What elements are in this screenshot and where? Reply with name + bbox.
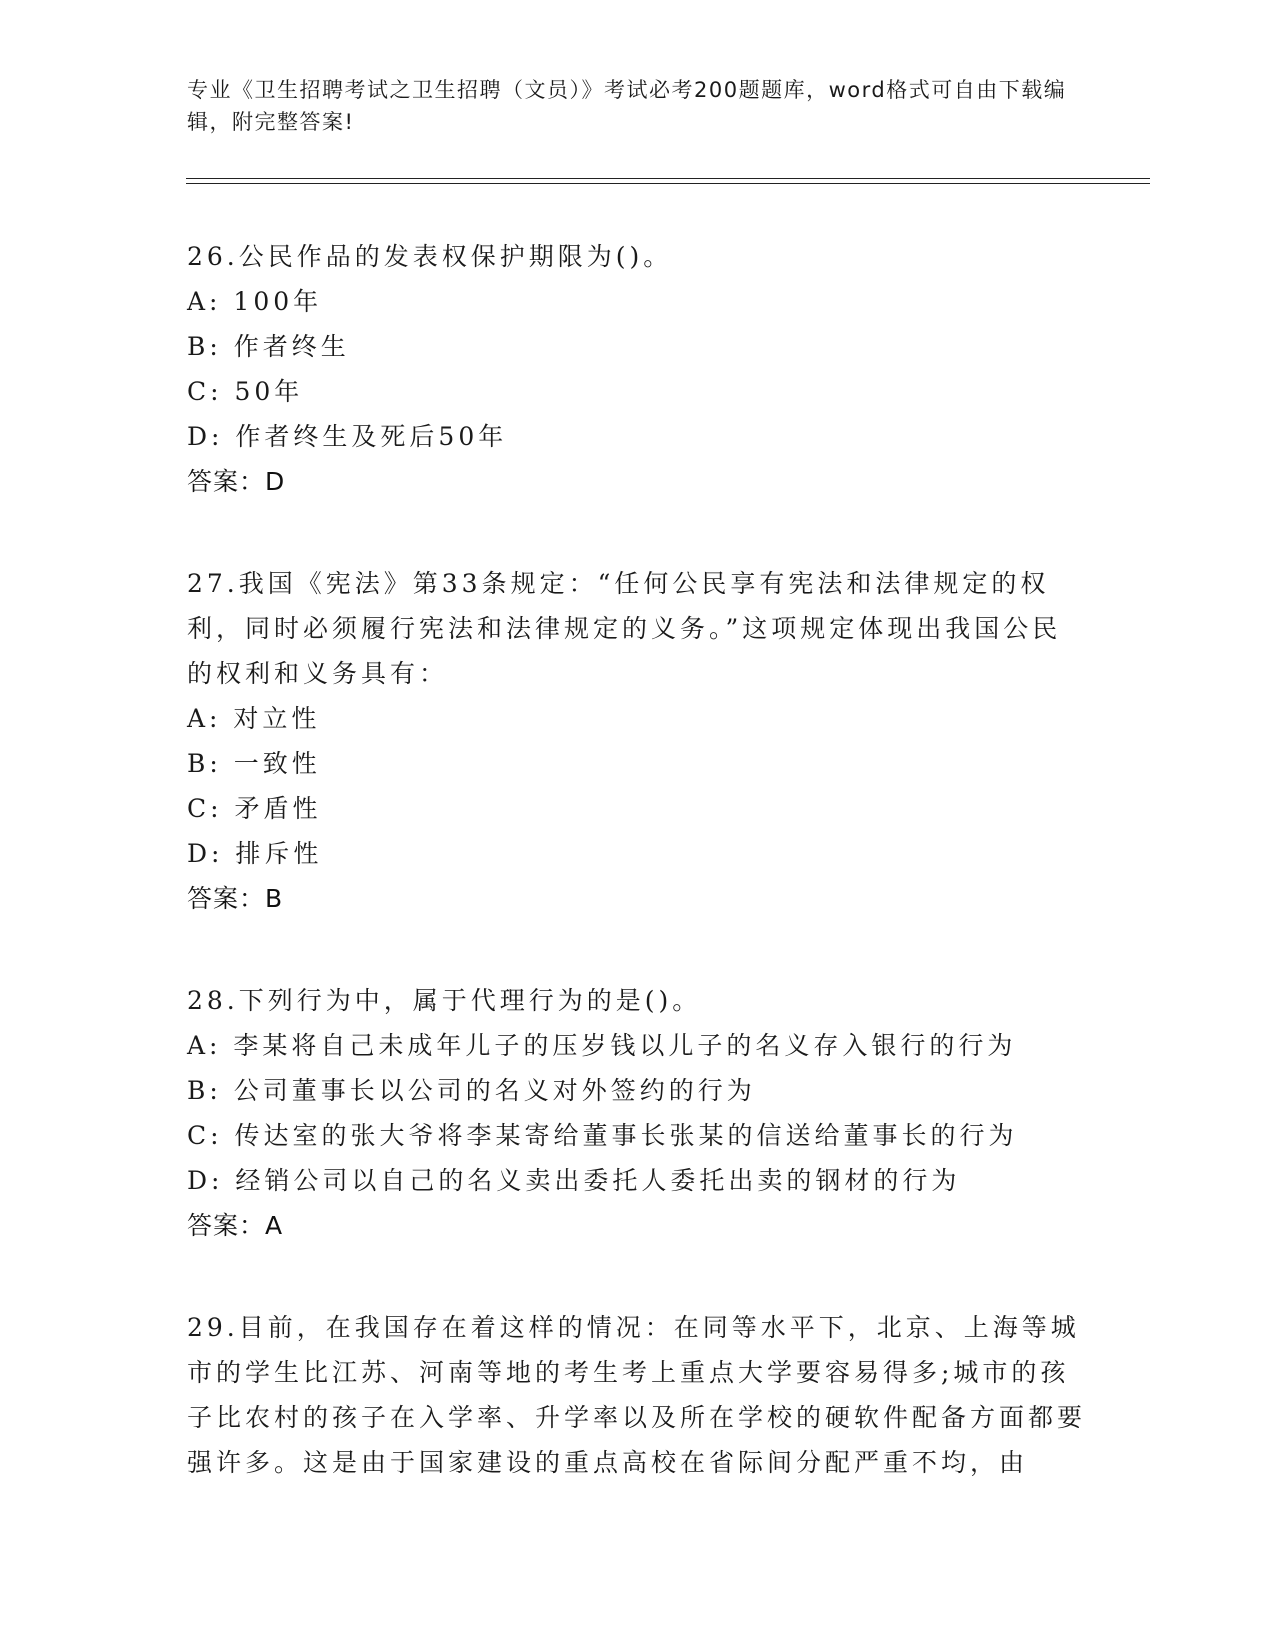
question-stem: 26.公民作品的发表权保护期限为()。 bbox=[187, 242, 673, 271]
option-b: B: 作者终生 bbox=[187, 332, 350, 361]
question-stem: 29.目前，在我国存在着这样的情况：在同等水平下，北京、上海等城市的学生比江苏、河南等地的考生考上重点大学要容易得多;城市的孩子比农村的孩子在入学率、升学率以及所在学校的硬软件配备方面都要强许多。这是由于国家建设的重点高校在省际间分配严重不均，由 bbox=[187, 1313, 1087, 1477]
question-27 bbox=[187, 561, 1087, 921]
question-29 bbox=[187, 1305, 1087, 1485]
question-list bbox=[187, 234, 1087, 1542]
option-c: C: 50年 bbox=[187, 377, 304, 406]
option-a: A: 李某将自己未成年儿子的压岁钱以儿子的名义存入银行的行为 bbox=[187, 1031, 1017, 1060]
header-rule-top bbox=[186, 178, 1150, 179]
question-26 bbox=[187, 234, 1087, 504]
answer-line: 答案：A bbox=[187, 1211, 284, 1240]
option-a: A: 100年 bbox=[187, 287, 323, 316]
option-a: A: 对立性 bbox=[187, 704, 321, 733]
option-d: D: 排斥性 bbox=[187, 839, 323, 868]
document-header: 专业《卫生招聘考试之卫生招聘（文员）》考试必考200题题库，word格式可自由下载编辑，附完整答案! bbox=[187, 78, 1067, 134]
answer-line: 答案：B bbox=[187, 884, 284, 913]
option-d: D: 作者终生及死后50年 bbox=[187, 422, 508, 451]
header-rule-bottom bbox=[186, 183, 1150, 184]
answer-line: 答案：D bbox=[187, 467, 286, 496]
question-28 bbox=[187, 978, 1087, 1248]
option-c: C: 传达室的张大爷将李某寄给董事长张某的信送给董事长的行为 bbox=[187, 1121, 1018, 1150]
question-stem: 28.下列行为中，属于代理行为的是()。 bbox=[187, 986, 702, 1015]
option-d: D: 经销公司以自己的名义卖出委托人委托出卖的钢材的行为 bbox=[187, 1166, 961, 1195]
option-b: B: 一致性 bbox=[187, 749, 321, 778]
question-stem: 27.我国《宪法》第33条规定：“任何公民享有宪法和法律规定的权利，同时必须履行宪法和法律规定的义务。”这项规定体现出我国公民的权利和义务具有： bbox=[187, 569, 1062, 688]
option-b: B: 公司董事长以公司的名义对外签约的行为 bbox=[187, 1076, 756, 1105]
option-c: C: 矛盾性 bbox=[187, 794, 322, 823]
